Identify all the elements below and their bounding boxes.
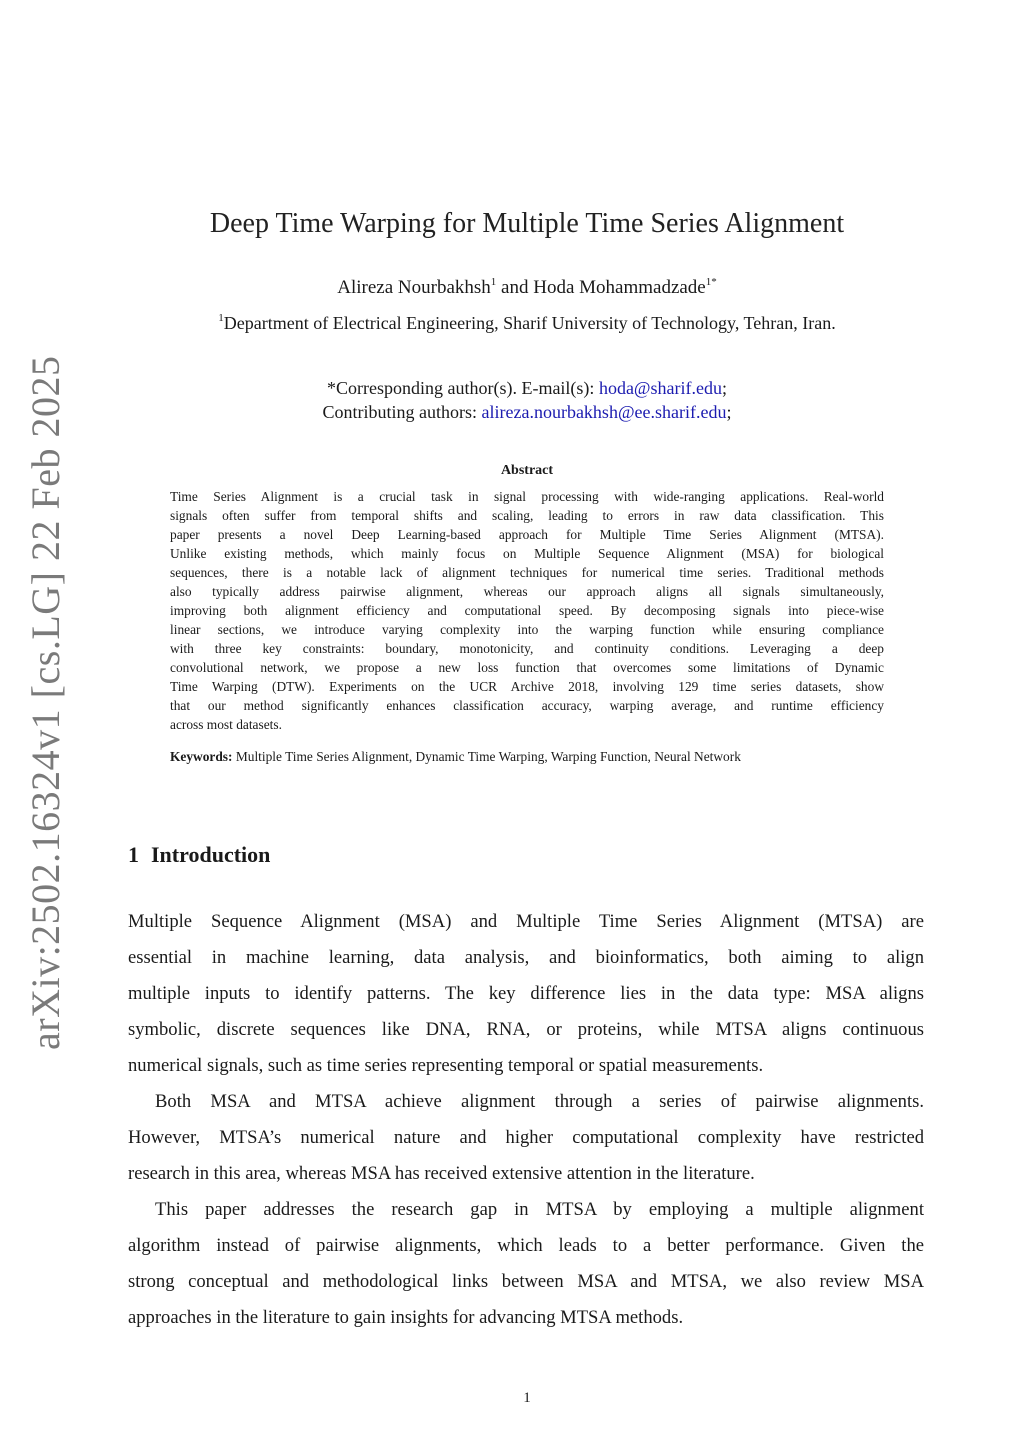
- body-line: Multiple Sequence Alignment (MSA) and Multiple Time Series Alignment (MTSA) are: [128, 911, 924, 932]
- body-line: This paper addresses the research gap in MTSA by employing a multiple alignment: [155, 1199, 924, 1220]
- body-line: essential in machine learning, data analysis, and bioinformatics, both aiming to align: [128, 947, 924, 968]
- abstract-line: linear sections, we introduce varying complexity into the warping function while ensuring compliance: [170, 622, 884, 637]
- affiliation: [0, 312, 1024, 334]
- contributing-line: [0, 400, 1024, 424]
- page-number: 1: [523, 1390, 531, 1406]
- arxiv-identifier: arXiv:2502.16324v1 [cs.LG] 22 Feb 2025: [23, 355, 68, 1050]
- author-line: [0, 276, 1024, 299]
- body-line: However, MTSA’s numerical nature and higher computational complexity have restricted: [128, 1127, 924, 1148]
- abstract-line: convolutional network, we propose a new loss function that overcomes some limitations of Dynamic: [170, 660, 884, 675]
- keywords-text: Multiple Time Series Alignment, Dynamic Time Warping, Warping Function, Neural Network: [235, 749, 741, 764]
- author-2-name: Hoda Mohammadzade: [533, 277, 706, 298]
- body-line: strong conceptual and methodological links between MSA and MTSA, we also review MSA: [128, 1271, 924, 1292]
- abstract-body: [170, 487, 884, 734]
- corresponding-email-link[interactable]: hoda@sharif.edu: [598, 378, 722, 398]
- contributing-email-link[interactable]: alireza.nourbakhsh@ee.sharif.edu: [481, 402, 727, 422]
- abstract-heading: Abstract: [500, 463, 554, 478]
- corresponding-line: [0, 376, 1024, 400]
- section-title: Introduction: [151, 842, 271, 867]
- author-1-affil-mark: 1: [490, 276, 497, 288]
- contributing-suffix: ;: [726, 402, 732, 422]
- corresponding-prefix: *Corresponding author(s). E-mail(s):: [326, 378, 595, 398]
- abstract-line: that our method significantly enhances classification accuracy, warping average, and runtime efficiency: [170, 698, 884, 713]
- author-1-name: Alireza Nourbakhsh: [337, 277, 491, 298]
- author-conjunction: and: [501, 277, 529, 298]
- section-heading: [128, 842, 270, 868]
- abstract-line: across most datasets.: [170, 717, 282, 732]
- body-line: algorithm instead of pairwise alignments, which leads to a better performance. Given the: [128, 1235, 924, 1256]
- correspondence-block: [0, 376, 1024, 424]
- abstract-line: signals often suffer from temporal shifts and scaling, leading to errors in raw data classification. This: [170, 508, 884, 523]
- introduction-body: [128, 904, 924, 1336]
- abstract-line: paper presents a novel Deep Learning-based approach for Multiple Time Series Alignment (MTSA).: [170, 527, 884, 542]
- body-line: Both MSA and MTSA achieve alignment through a series of pairwise alignments.: [155, 1091, 924, 1112]
- keywords-line: [170, 749, 890, 765]
- corresponding-suffix: ;: [721, 378, 727, 398]
- affiliation-mark: 1: [218, 312, 224, 324]
- abstract-line: also typically address pairwise alignment, whereas our approach aligns all signals simultaneously,: [170, 584, 884, 599]
- section-number: 1: [128, 842, 139, 867]
- body-line: approaches in the literature to gain insights for advancing MTSA methods.: [128, 1307, 684, 1328]
- keywords-label: Keywords:: [170, 749, 233, 764]
- contributing-prefix: Contributing authors:: [322, 402, 477, 422]
- author-2-affil-mark: 1*: [705, 276, 717, 288]
- affiliation-text: Department of Electrical Engineering, Sharif University of Technology, Tehran, Iran.: [223, 313, 836, 333]
- body-line: research in this area, whereas MSA has received extensive attention in the literature.: [128, 1163, 755, 1184]
- abstract-line: Time Warping (DTW). Experiments on the UCR Archive 2018, involving 129 time series datasets, show: [170, 679, 884, 694]
- abstract-line: with three key constraints: boundary, monotonicity, and continuity conditions. Leveraging a deep: [170, 641, 884, 656]
- body-line: symbolic, discrete sequences like DNA, RNA, or proteins, while MTSA aligns continuous: [128, 1019, 924, 1040]
- abstract-line: Time Series Alignment is a crucial task in signal processing with wide-ranging applications. Real-world: [170, 489, 884, 504]
- abstract-line: Unlike existing methods, which mainly focus on Multiple Sequence Alignment (MSA) for biological: [170, 546, 884, 561]
- body-line: multiple inputs to identify patterns. The key difference lies in the data type: MSA aligns: [128, 983, 924, 1004]
- body-line: numerical signals, such as time series representing temporal or spatial measurements.: [128, 1055, 764, 1076]
- abstract-line: improving both alignment efficiency and computational speed. By decomposing signals into piece-wise: [170, 603, 884, 618]
- paper-title: Deep Time Warping for Multiple Time Series Alignment: [209, 208, 845, 239]
- abstract-line: sequences, there is a notable lack of alignment techniques for numerical time series. Traditional methods: [170, 565, 884, 580]
